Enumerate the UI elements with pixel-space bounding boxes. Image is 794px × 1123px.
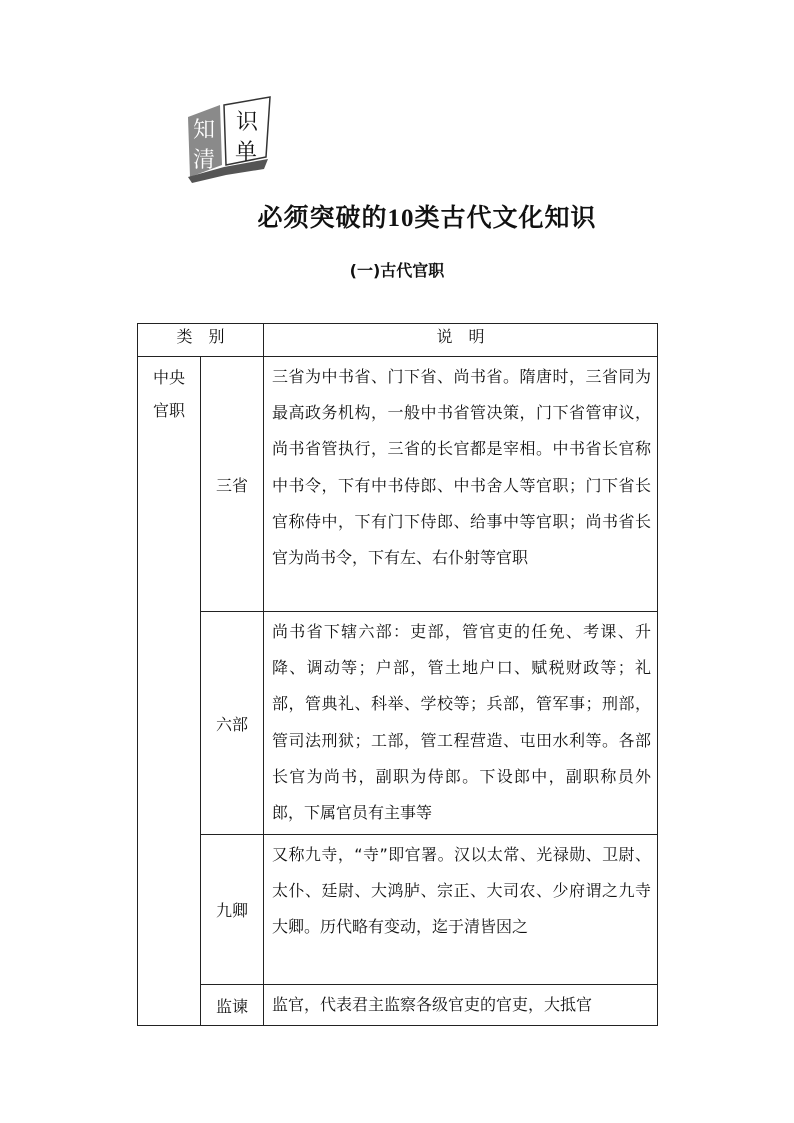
subcategory-jiuqing: 九卿 <box>201 835 264 985</box>
subcategory-liubu: 六部 <box>201 612 264 835</box>
table-row <box>138 985 658 1026</box>
logo-char-4: 单 <box>234 140 258 165</box>
official-positions-table <box>137 323 658 1026</box>
knowledge-list-logo <box>180 95 275 185</box>
book-logo-icon <box>180 95 275 185</box>
description-jianjian: 监官，代表君主监察各级官吏的官吏，大抵官 <box>264 985 658 1026</box>
subcategory-sansheng: 三省 <box>201 357 264 612</box>
table-row <box>138 357 658 612</box>
page-title <box>0 198 794 234</box>
title-part-2: 类古代文化知识 <box>414 203 597 232</box>
logo-char-2: 识 <box>235 110 259 135</box>
section-subtitle: (一)古代官职 <box>349 261 445 280</box>
category-central-officials: 中央 官职 <box>138 357 201 1026</box>
table-row <box>138 835 658 985</box>
subcategory-jianjian: 监谏 <box>201 985 264 1026</box>
header-category: 类 别 <box>138 324 264 357</box>
table-row <box>138 612 658 835</box>
title-number: 10 <box>387 205 415 232</box>
logo-char-1: 知 <box>192 118 216 143</box>
logo-char-3: 清 <box>192 148 216 173</box>
header-description: 说 明 <box>264 324 658 357</box>
description-jiuqing: 又称九寺，“寺”即官署。汉以太常、光禄勋、卫尉、太仆、廷尉、大鸿胪、宗正、大司农、少府谓之九寺大卿。历代略有变动，迄于清皆因之 <box>264 835 658 985</box>
description-liubu: 尚书省下辖六部：吏部，管官吏的任免、考课、升降、调动等；户部，管土地户口、赋税财政等；礼部，管典礼、科举、学校等；兵部，管军事；刑部，管司法刑狱；工部，管工程营造、屯田水利等。各部长官为尚书，副职为侍郎。下设郎中，副职称员外郎，下属官员有主事等 <box>264 612 658 835</box>
description-sansheng: 三省为中书省、门下省、尚书省。隋唐时，三省同为最高政务机构，一般中书省管决策，门下省管审议，尚书省管执行，三省的长官都是宰相。中书省长官称中书令，下有中书侍郎、中书舍人等官职；门下省长官称侍中，下有门下侍郎、给事中等官职；尚书省长官为尚书令，下有左、右仆射等官职 <box>264 357 658 612</box>
table-header-row <box>138 324 658 357</box>
title-part-1: 必须突破的 <box>257 203 388 232</box>
